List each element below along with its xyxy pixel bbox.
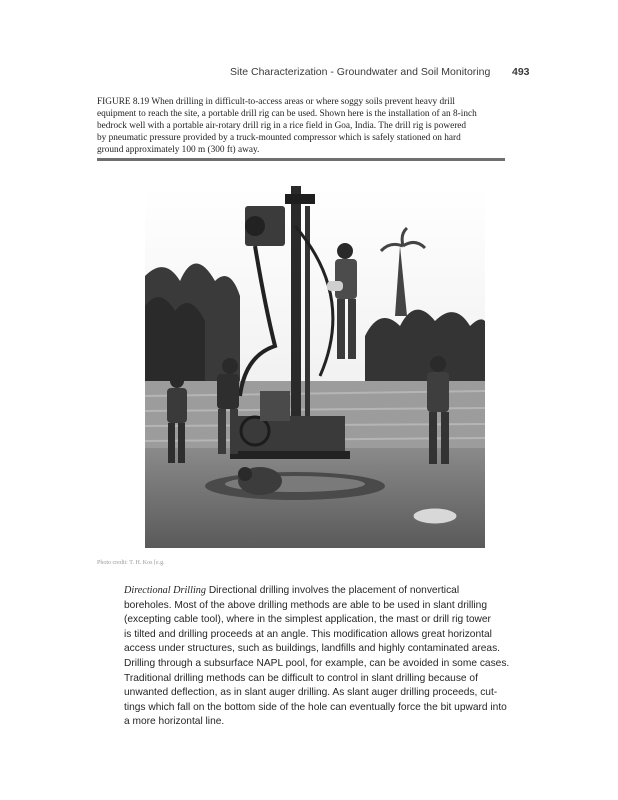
paragraph-line: Drilling through a subsurface NAPL pool, for example, can be avoided in some cases. — [124, 657, 510, 669]
page-header — [0, 66, 618, 82]
caption-line: ground approximately 100 m (300 ft) away. — [97, 145, 260, 155]
paragraph-line: access under structures, such as buildings, landfills and highly contaminated areas. — [124, 643, 501, 655]
caption-line: bedrock well with a portable air-rotary drill rig in a rice field in Goa, India. The drill rig is powered — [97, 121, 467, 131]
paragraph-line: boreholes. Most of the above drilling methods are able to be used in slant drilling — [124, 599, 488, 611]
page-number: 493 — [512, 66, 530, 78]
caption-divider — [97, 158, 505, 161]
paragraph-first-line — [124, 584, 508, 599]
paragraph-line: (excepting cable tool), where in the simplest application, the mast or drill rig tower — [124, 614, 491, 626]
photo-credit: Photo credit: T. H. Kos [e.g. — [97, 560, 165, 566]
first-line-text: Directional drilling involves the placement of nonvertical — [208, 585, 460, 596]
figure-caption — [97, 96, 507, 156]
paragraph-line: is tilted and drilling proceeds at an angle. This modification allows great horizontal — [124, 628, 492, 640]
caption-line: by pneumatic pressure provided by a truck-mounted compressor which is safely stationed on hard — [97, 133, 461, 143]
paragraph-line: tings which fall on the bottom side of the hole can eventually force the bit upward into — [124, 701, 507, 713]
running-title: Site Characterization - Groundwater and Soil Monitoring — [230, 66, 491, 78]
paragraph-line: unwanted deflection, as in slant auger drilling. As slant auger drilling proceeds, cut- — [124, 687, 498, 699]
caption-line: FIGURE 8.19 When drilling in difficult-to-access areas or where soggy soils prevent heavy drill — [97, 97, 456, 107]
body-paragraph — [124, 584, 508, 730]
section-lead-in: Directional Drilling — [124, 585, 206, 596]
drill-rig-photo — [145, 186, 485, 548]
caption-line: equipment to reach the site, a portable drill rig can be used. Shown here is the installation of an 8-inch — [97, 109, 477, 119]
paragraph-line: Traditional drilling methods can be difficult to control in slant drilling because of — [124, 672, 478, 684]
photo-illustration — [145, 186, 485, 548]
paragraph-line: a more horizontal line. — [124, 716, 225, 728]
